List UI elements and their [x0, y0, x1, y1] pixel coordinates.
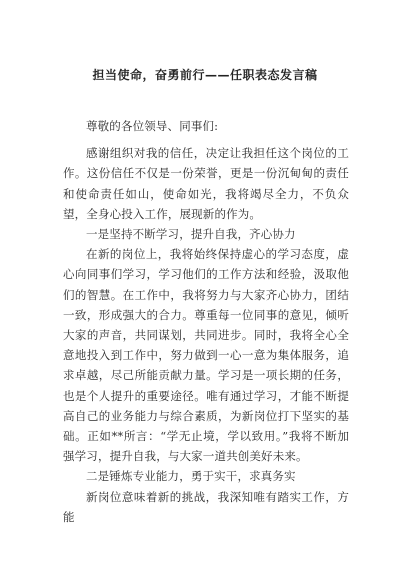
paragraph-intro: 感谢组织对我的信任，决定让我担任这个岗位的工作。这份信任不仅是一份荣誉，更是一份沉甸甸的责任和使命责任如山，使命如光，我将竭尽全力，不负众望，全身心投入工作，展现新的作为。 — [63, 146, 349, 221]
paragraph-learning: 在新的岗位上，我将始终保持虚心的学习态度，虚心向同事们学习，学习他们的工作方法和经验，汲取他们的智慧。在工作中，我将努力与大家齐心协力，团结一致，形成强大的合力。尊重每一位同事的意见，倾听大家的声音，共同谋划，共同进步。同时，我将全心全意地投入到工作中，努力做到一心一意为集体服务，追求卓越，尽己所能贡献力量。学习是一项长期的任务，也是个人提升的重要途径。唯有通过学习，才能不断提高自己的业务能力与综合素质，为新岗位打下坚实的基础。正如**所言：“学无止境，学以致用。”我将不断加强学习，提升自我，与大家一道共创美好未来。 — [63, 247, 349, 464]
paragraph-challenge: 新岗位意味着新的挑战，我深知唯有踏实工作，方能 — [63, 489, 349, 524]
document-body — [63, 116, 349, 527]
salutation: 尊敬的各位领导、同事们: — [86, 119, 219, 133]
section-heading-2: 二是锤炼专业能力，勇于实干，求真务实 — [86, 469, 296, 484]
section-heading-1: 一是坚持不断学习，提升自我，齐心协力 — [86, 227, 296, 242]
document-title: 担当使命，奋勇前行——任职表态发言稿 — [92, 68, 318, 82]
